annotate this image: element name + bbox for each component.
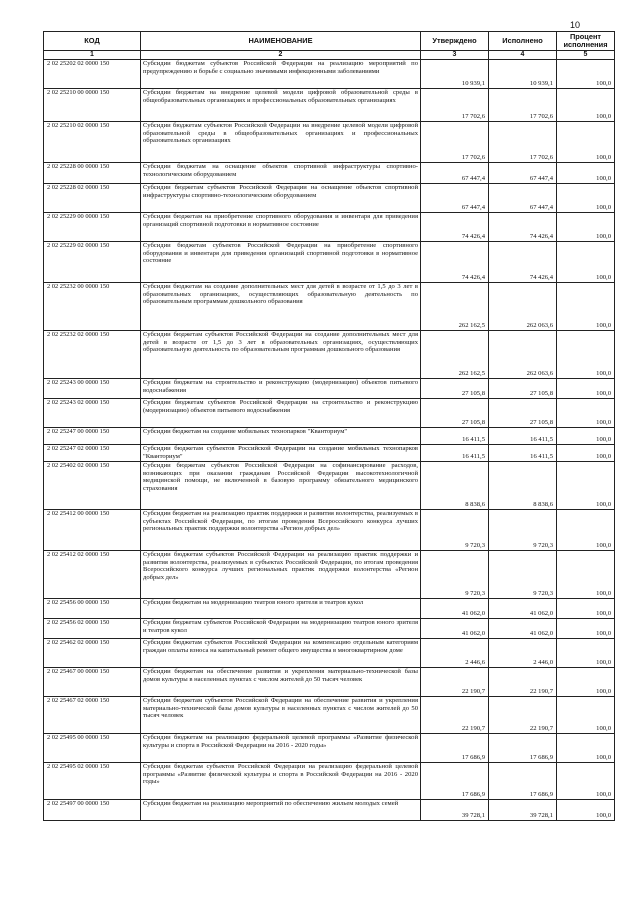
row-percent: 100,0 <box>557 763 615 800</box>
row-approved: 16 411,5 <box>421 445 489 462</box>
column-number: 1 <box>44 51 141 60</box>
row-code: 2 02 25456 00 0000 150 <box>44 599 141 619</box>
row-code: 2 02 25243 02 0000 150 <box>44 399 141 428</box>
row-executed: 17 686,9 <box>489 763 557 800</box>
row-name: Субсидии бюджетам на создание мобильных технопарков "Кванториум" <box>141 428 421 445</box>
row-executed: 262 063,6 <box>489 283 557 331</box>
row-approved: 17 686,9 <box>421 763 489 800</box>
row-name: Субсидии бюджетам субъектов Российской Федерации на реализацию практик поддержки и развития волонтерства, реализуемых в субъектах Российской Федерации, по итогам проведения Всероссийского конкурса лучших региональных практик поддержки волонтерства «Регион добрых дел» <box>141 551 421 599</box>
row-executed: 74 426,4 <box>489 213 557 242</box>
row-code: 2 02 25456 02 0000 150 <box>44 619 141 639</box>
row-code: 2 02 25402 02 0000 150 <box>44 462 141 510</box>
row-name: Субсидии бюджетам субъектов Российской Федерации на внедрение целевой модели цифровой образовательной среды в общеобразовательных организациях и профессиональных образовательных организациях <box>141 122 421 163</box>
row-approved: 74 426,4 <box>421 213 489 242</box>
row-code: 2 02 25467 02 0000 150 <box>44 697 141 734</box>
row-percent: 100,0 <box>557 89 615 122</box>
row-percent: 100,0 <box>557 619 615 639</box>
row-name: Субсидии бюджетам на реализацию практик поддержки и развития волонтерства, реализуемых в субъектах Российской Федерации, по итогам проведения Всероссийского конкурса лучших региональных практик поддержки волонтерства «Регион добрых дел» <box>141 510 421 551</box>
row-percent: 100,0 <box>557 599 615 619</box>
row-percent: 100,0 <box>557 283 615 331</box>
row-name: Субсидии бюджетам субъектов Российской Федерации на компенсацию отдельным категориям граждан оплаты взноса на капитальный ремонт общего имущества в многоквартирном доме <box>141 639 421 668</box>
header-approved: Утверждено <box>421 32 489 51</box>
row-approved: 67 447,4 <box>421 163 489 184</box>
row-percent: 100,0 <box>557 734 615 763</box>
table-row <box>44 242 615 283</box>
row-executed: 41 062,0 <box>489 599 557 619</box>
row-executed: 22 190,7 <box>489 668 557 697</box>
row-executed: 16 411,5 <box>489 445 557 462</box>
row-percent: 100,0 <box>557 668 615 697</box>
table-row <box>44 283 615 331</box>
row-name: Субсидии бюджетам на приобретение спортивного оборудования и инвентаря для приведения организаций спортивной подготовки в нормативное состояние <box>141 213 421 242</box>
row-approved: 22 190,7 <box>421 697 489 734</box>
row-percent: 100,0 <box>557 213 615 242</box>
table-row <box>44 734 615 763</box>
row-name: Субсидии бюджетам на оснащение объектов спортивной инфраструктуры спортивно-технологическим оборудованием <box>141 163 421 184</box>
table-row <box>44 428 615 445</box>
row-code: 2 02 25247 00 0000 150 <box>44 428 141 445</box>
row-percent: 100,0 <box>557 242 615 283</box>
row-executed: 262 063,6 <box>489 331 557 379</box>
row-code: 2 02 25229 00 0000 150 <box>44 213 141 242</box>
row-approved: 17 702,6 <box>421 89 489 122</box>
row-percent: 100,0 <box>557 163 615 184</box>
row-executed: 17 686,9 <box>489 734 557 763</box>
row-percent: 100,0 <box>557 428 615 445</box>
row-percent: 100,0 <box>557 331 615 379</box>
row-percent: 100,0 <box>557 697 615 734</box>
table-header-row <box>44 32 615 51</box>
row-name: Субсидии бюджетам субъектов Российской Федерации на софинансирование расходов, возникающих при оказании гражданам Российской Федерации высокотехнологичной медицинской помощи, не включенной в базовую программу обязательного медицинского страхования <box>141 462 421 510</box>
table-row <box>44 445 615 462</box>
row-percent: 100,0 <box>557 462 615 510</box>
table-row <box>44 163 615 184</box>
header-name: НАИМЕНОВАНИЕ <box>141 32 421 51</box>
table-row <box>44 331 615 379</box>
row-approved: 27 105,8 <box>421 399 489 428</box>
row-name: Субсидии бюджетам на реализацию федеральной целевой программы «Развитие физической культуры и спорта в Российской Федерации на 2016 - 2020 годы» <box>141 734 421 763</box>
row-approved: 9 720,3 <box>421 510 489 551</box>
row-code: 2 02 25412 02 0000 150 <box>44 551 141 599</box>
row-name: Субсидии бюджетам на внедрение целевой модели цифровой образовательной среды в общеобразовательных организациях и профессиональных образовательных организациях <box>141 89 421 122</box>
row-name: Субсидии бюджетам на строительство и реконструкцию (модернизацию) объектов питьевого водоснабжения <box>141 379 421 399</box>
row-approved: 67 447,4 <box>421 184 489 213</box>
row-executed: 67 447,4 <box>489 163 557 184</box>
row-executed: 22 190,7 <box>489 697 557 734</box>
row-name: Субсидии бюджетам на обеспечение развития и укрепления материально-технической базы домов культуры в населенных пунктах с числом жителей до 50 тысяч человек <box>141 668 421 697</box>
row-approved: 27 105,8 <box>421 379 489 399</box>
row-percent: 100,0 <box>557 184 615 213</box>
row-approved: 262 162,5 <box>421 331 489 379</box>
row-approved: 41 062,0 <box>421 599 489 619</box>
row-name: Субсидии бюджетам на модернизацию театров юного зрителя и театров кукол <box>141 599 421 619</box>
row-code: 2 02 25202 02 0000 150 <box>44 60 141 89</box>
budget-table <box>43 31 615 821</box>
header-code: КОД <box>44 32 141 51</box>
row-code: 2 02 25462 02 0000 150 <box>44 639 141 668</box>
row-name: Субсидии бюджетам субъектов Российской Федерации на обеспечение развития и укрепления материально-технической базы домов культуры в населенных пунктах с числом жителей до 50 тысяч человек <box>141 697 421 734</box>
row-percent: 100,0 <box>557 551 615 599</box>
page-number: 10 <box>570 20 581 30</box>
row-percent: 100,0 <box>557 122 615 163</box>
row-approved: 17 686,9 <box>421 734 489 763</box>
row-percent: 100,0 <box>557 379 615 399</box>
row-approved: 2 446,6 <box>421 639 489 668</box>
row-executed: 9 720,3 <box>489 551 557 599</box>
row-approved: 22 190,7 <box>421 668 489 697</box>
row-name: Субсидии бюджетам субъектов Российской Федерации на создание дополнительных мест для детей в возрасте от 1,5 до 3 лет в образовательных организациях, осуществляющих образовательную деятельность по образовательным программам дошкольного образования <box>141 331 421 379</box>
table-row <box>44 399 615 428</box>
row-executed: 41 062,0 <box>489 619 557 639</box>
row-percent: 100,0 <box>557 445 615 462</box>
row-code: 2 02 25497 00 0000 150 <box>44 800 141 821</box>
row-approved: 10 939,1 <box>421 60 489 89</box>
row-code: 2 02 25495 02 0000 150 <box>44 763 141 800</box>
row-executed: 16 411,5 <box>489 428 557 445</box>
row-code: 2 02 25467 00 0000 150 <box>44 668 141 697</box>
row-code: 2 02 25228 00 0000 150 <box>44 163 141 184</box>
table-row <box>44 668 615 697</box>
row-executed: 27 105,8 <box>489 399 557 428</box>
column-number: 5 <box>557 51 615 60</box>
table-row <box>44 122 615 163</box>
row-approved: 41 062,0 <box>421 619 489 639</box>
row-code: 2 02 25210 02 0000 150 <box>44 122 141 163</box>
row-code: 2 02 25495 00 0000 150 <box>44 734 141 763</box>
row-approved: 39 728,1 <box>421 800 489 821</box>
row-executed: 17 702,6 <box>489 122 557 163</box>
row-name: Субсидии бюджетам на реализацию мероприятий по обеспечению жильем молодых семей <box>141 800 421 821</box>
row-approved: 8 838,6 <box>421 462 489 510</box>
row-executed: 9 720,3 <box>489 510 557 551</box>
row-code: 2 02 25243 00 0000 150 <box>44 379 141 399</box>
column-number-row <box>44 51 615 60</box>
row-approved: 74 426,4 <box>421 242 489 283</box>
row-name: Субсидии бюджетам субъектов Российской Федерации на реализацию мероприятий по предупреждению и борьбе с социально значимыми инфекционными заболеваниями <box>141 60 421 89</box>
row-executed: 2 446,0 <box>489 639 557 668</box>
column-number: 4 <box>489 51 557 60</box>
row-code: 2 02 25210 00 0000 150 <box>44 89 141 122</box>
row-code: 2 02 25412 00 0000 150 <box>44 510 141 551</box>
row-approved: 16 411,5 <box>421 428 489 445</box>
row-name: Субсидии бюджетам субъектов Российской Федерации на реализацию федеральной целевой программы «Развитие физической культуры и спорта в Российской Федерации на 2016 - 2020 годы» <box>141 763 421 800</box>
header-executed: Исполнено <box>489 32 557 51</box>
row-percent: 100,0 <box>557 510 615 551</box>
row-executed: 67 447,4 <box>489 184 557 213</box>
table-row <box>44 551 615 599</box>
header-percent: Процент исполнения <box>557 32 615 51</box>
row-name: Субсидии бюджетам субъектов Российской Федерации на строительство и реконструкцию (модернизацию) объектов питьевого водоснабжения <box>141 399 421 428</box>
row-approved: 9 720,3 <box>421 551 489 599</box>
table-row <box>44 184 615 213</box>
table-row <box>44 510 615 551</box>
row-percent: 100,0 <box>557 800 615 821</box>
row-executed: 8 838,6 <box>489 462 557 510</box>
table-row <box>44 697 615 734</box>
table-row <box>44 60 615 89</box>
table-row <box>44 639 615 668</box>
row-code: 2 02 25232 00 0000 150 <box>44 283 141 331</box>
table-row <box>44 213 615 242</box>
row-executed: 27 105,8 <box>489 379 557 399</box>
column-number: 2 <box>141 51 421 60</box>
table-row <box>44 619 615 639</box>
row-code: 2 02 25247 02 0000 150 <box>44 445 141 462</box>
row-code: 2 02 25232 02 0000 150 <box>44 331 141 379</box>
column-number: 3 <box>421 51 489 60</box>
row-approved: 17 702,6 <box>421 122 489 163</box>
row-percent: 100,0 <box>557 639 615 668</box>
table-row <box>44 89 615 122</box>
table-row <box>44 599 615 619</box>
row-executed: 10 939,1 <box>489 60 557 89</box>
row-code: 2 02 25229 02 0000 150 <box>44 242 141 283</box>
row-code: 2 02 25228 02 0000 150 <box>44 184 141 213</box>
row-percent: 100,0 <box>557 60 615 89</box>
table-row <box>44 800 615 821</box>
table-row <box>44 763 615 800</box>
row-name: Субсидии бюджетам субъектов Российской Федерации на приобретение спортивного оборудования и инвентаря для приведения организаций спортивной подготовки в нормативное состояние <box>141 242 421 283</box>
row-executed: 17 702,6 <box>489 89 557 122</box>
row-name: Субсидии бюджетам субъектов Российской Федерации на оснащение объектов спортивной инфраструктуры спортивно-технологическим оборудованием <box>141 184 421 213</box>
row-name: Субсидии бюджетам субъектов Российской Федерации на модернизацию театров юного зрителя и театров кукол <box>141 619 421 639</box>
table-row <box>44 379 615 399</box>
row-percent: 100,0 <box>557 399 615 428</box>
row-name: Субсидии бюджетам на создание дополнительных мест для детей в возрасте от 1,5 до 3 лет в образовательных организациях, осуществляющих образовательную деятельность по образовательным программам дошкольного образования <box>141 283 421 331</box>
row-approved: 262 162,5 <box>421 283 489 331</box>
row-name: Субсидии бюджетам субъектов Российской Федерации на создание мобильных технопарков "Кванториум" <box>141 445 421 462</box>
row-executed: 74 426,4 <box>489 242 557 283</box>
table-row <box>44 462 615 510</box>
row-executed: 39 728,1 <box>489 800 557 821</box>
